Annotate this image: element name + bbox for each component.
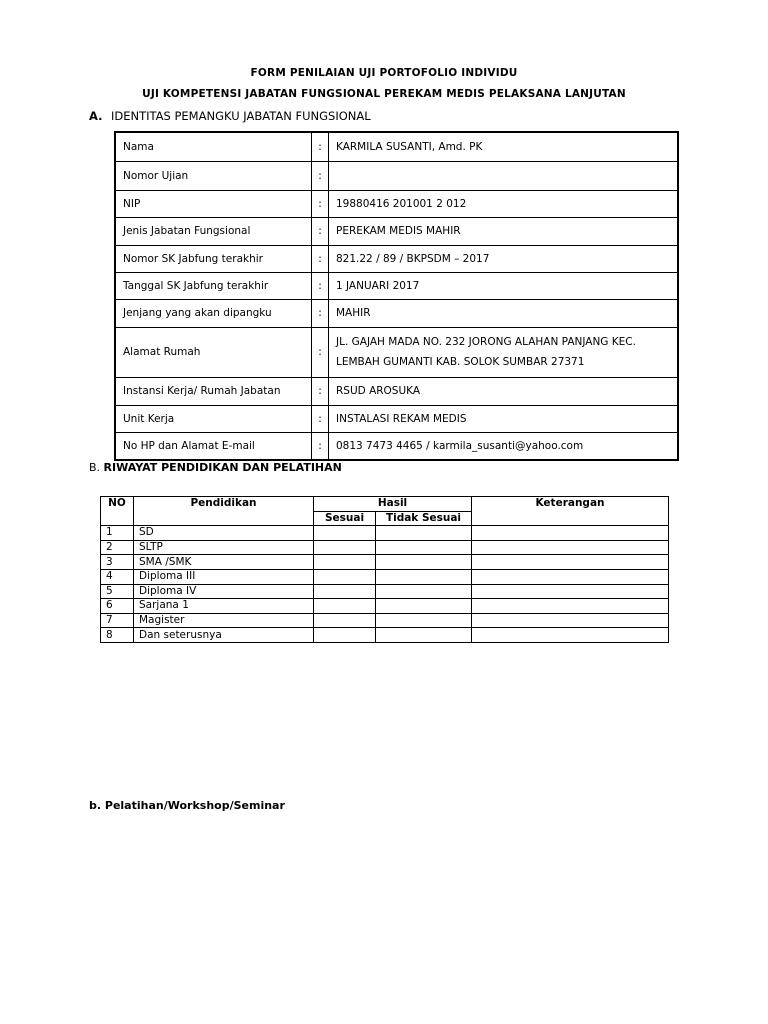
section-a-letter: A. [89,109,103,123]
identity-value: INSTALASI REKAM MEDIS [329,405,679,432]
identity-row-jenjang [115,299,678,327]
identity-value: 821.22 / 89 / BKPSDM – 2017 [329,245,679,272]
education-header-row [101,497,669,512]
header-keterangan: Keterangan [472,497,669,526]
row-tidak-sesuai-cell [376,628,472,643]
section-b2-heading: b. Pelatihan/Workshop/Seminar [89,799,285,812]
row-tidak-sesuai-cell [376,584,472,599]
row-tidak-sesuai-cell [376,599,472,614]
identity-label: No HP dan Alamat E-mail [115,432,312,460]
table-row [101,599,669,614]
identity-label: Unit Kerja [115,405,312,432]
identity-label: Nomor SK Jabfung terakhir [115,245,312,272]
table-row [101,613,669,628]
row-no: 1 [101,526,134,541]
table-row [101,555,669,570]
row-keterangan-cell [472,540,669,555]
identity-row-tanggal-sk [115,272,678,299]
section-a-heading [89,109,371,123]
identity-row-nomor-sk [115,245,678,272]
row-keterangan-cell [472,584,669,599]
row-no: 3 [101,555,134,570]
identity-value: RSUD AROSUKA [329,377,679,405]
identity-table [114,131,679,461]
identity-value: 1 JANUARI 2017 [329,272,679,299]
identity-label: Jenis Jabatan Fungsional [115,217,312,245]
identity-colon: : [312,432,329,460]
address-line-1: JL. GAJAH MADA NO. 232 JORONG ALAHAN PANJANG KEC. [336,336,636,348]
identity-label: Nomor Ujian [115,161,312,190]
row-sesuai-cell [314,628,376,643]
section-b-heading [89,461,342,474]
section-b-prefix: B. [89,461,101,474]
identity-row-kontak [115,432,678,460]
table-row [101,526,669,541]
education-table [100,496,669,643]
row-no: 7 [101,613,134,628]
row-pendidikan: Diploma III [134,569,314,584]
row-sesuai-cell [314,613,376,628]
row-sesuai-cell [314,555,376,570]
identity-value-address [329,327,679,377]
identity-colon: : [312,327,329,377]
identity-label: Alamat Rumah [115,327,312,377]
row-keterangan-cell [472,569,669,584]
row-keterangan-cell [472,599,669,614]
row-no: 2 [101,540,134,555]
identity-row-nomor-ujian [115,161,678,190]
identity-colon: : [312,217,329,245]
identity-colon: : [312,405,329,432]
identity-label: Instansi Kerja/ Rumah Jabatan [115,377,312,405]
identity-colon: : [312,245,329,272]
identity-row-jenis-jabatan [115,217,678,245]
identity-value: KARMILA SUSANTI, Amd. PK [329,132,679,161]
identity-value [329,161,679,190]
row-tidak-sesuai-cell [376,540,472,555]
identity-colon: : [312,299,329,327]
row-tidak-sesuai-cell [376,555,472,570]
header-pendidikan: Pendidikan [134,497,314,526]
identity-row-alamat [115,327,678,377]
row-no: 4 [101,569,134,584]
identity-label: NIP [115,190,312,217]
row-keterangan-cell [472,555,669,570]
identity-value: 19880416 201001 2 012 [329,190,679,217]
row-no: 5 [101,584,134,599]
row-tidak-sesuai-cell [376,613,472,628]
identity-colon: : [312,161,329,190]
header-tidak-sesuai: Tidak Sesuai [376,511,472,526]
row-tidak-sesuai-cell [376,569,472,584]
identity-row-nip [115,190,678,217]
form-title: FORM PENILAIAN UJI PORTOFOLIO INDIVIDU [250,67,518,79]
section-b-title: RIWAYAT PENDIDIKAN DAN PELATIHAN [103,461,342,474]
identity-value: MAHIR [329,299,679,327]
identity-label: Tanggal SK Jabfung terakhir [115,272,312,299]
identity-label: Jenjang yang akan dipangku [115,299,312,327]
table-row [101,569,669,584]
row-sesuai-cell [314,584,376,599]
table-row [101,584,669,599]
row-sesuai-cell [314,599,376,614]
row-no: 6 [101,599,134,614]
identity-row-unit-kerja [115,405,678,432]
header-hasil: Hasil [314,497,472,512]
table-row [101,540,669,555]
row-pendidikan: SMA /SMK [134,555,314,570]
identity-value: 0813 7473 4465 / karmila_susanti@yahoo.com [329,432,679,460]
row-pendidikan: Magister [134,613,314,628]
row-sesuai-cell [314,526,376,541]
row-pendidikan: SLTP [134,540,314,555]
identity-colon: : [312,132,329,161]
row-keterangan-cell [472,613,669,628]
identity-row-instansi [115,377,678,405]
row-sesuai-cell [314,540,376,555]
row-sesuai-cell [314,569,376,584]
identity-value: PEREKAM MEDIS MAHIR [329,217,679,245]
section-a-title: IDENTITAS PEMANGKU JABATAN FUNGSIONAL [111,109,371,123]
row-pendidikan: Diploma IV [134,584,314,599]
address-line-2: LEMBAH GUMANTI KAB. SOLOK SUMBAR 27371 [336,356,585,368]
table-row [101,628,669,643]
row-no: 8 [101,628,134,643]
header-no: NO [101,497,134,526]
identity-colon: : [312,272,329,299]
identity-label: Nama [115,132,312,161]
identity-row-nama [115,132,678,161]
row-pendidikan: Sarjana 1 [134,599,314,614]
row-pendidikan: Dan seterusnya [134,628,314,643]
row-keterangan-cell [472,628,669,643]
form-subtitle: UJI KOMPETENSI JABATAN FUNGSIONAL PEREKAM MEDIS PELAKSANA LANJUTAN [142,88,626,100]
header-sesuai: Sesuai [314,511,376,526]
row-tidak-sesuai-cell [376,526,472,541]
row-keterangan-cell [472,526,669,541]
identity-colon: : [312,377,329,405]
identity-colon: : [312,190,329,217]
row-pendidikan: SD [134,526,314,541]
